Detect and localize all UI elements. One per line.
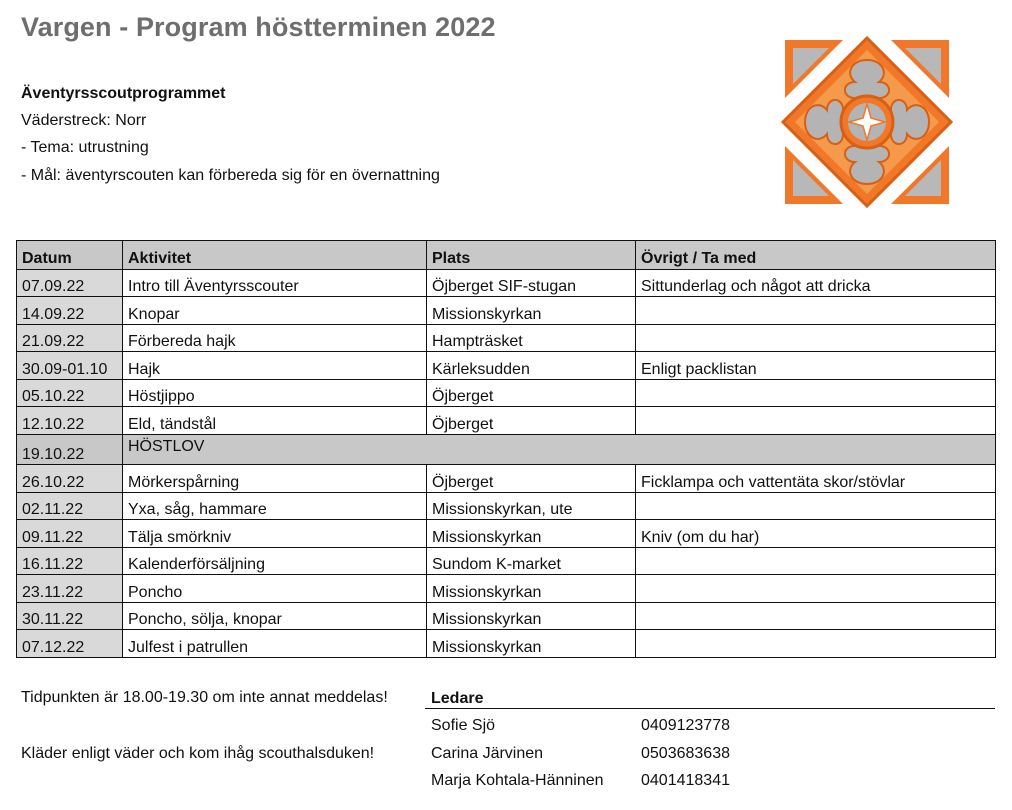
holiday-row xyxy=(17,434,996,465)
notes-cell xyxy=(636,547,996,575)
activity-cell: Mörkerspårning xyxy=(123,465,427,493)
notes-cell xyxy=(636,575,996,603)
notes-cell xyxy=(636,407,996,435)
place-cell: Öjberget xyxy=(427,407,636,435)
compass-rose-emblem-icon xyxy=(779,34,955,210)
date-cell: 07.09.22 xyxy=(17,269,123,297)
place-column-header: Plats xyxy=(427,241,636,270)
table-row xyxy=(17,324,996,352)
table-header-row xyxy=(17,241,996,270)
notes-cell: Ficklampa och vattentäta skor/stövlar xyxy=(636,465,996,493)
table-row xyxy=(17,575,996,603)
date-cell: 16.11.22 xyxy=(17,547,123,575)
place-cell: Öjberget SIF-stugan xyxy=(427,269,636,297)
direction-line: Väderstreck: Norr xyxy=(21,112,147,129)
place-cell: Missionskyrkan xyxy=(427,602,636,630)
activity-cell: Julfest i patrullen xyxy=(123,630,427,658)
place-cell: Öjberget xyxy=(427,379,636,407)
place-cell: Missionskyrkan, ute xyxy=(427,492,636,520)
place-cell: Hampträsket xyxy=(427,324,636,352)
activity-column-header: Aktivitet xyxy=(123,241,427,270)
notes-cell xyxy=(636,492,996,520)
activity-cell: Intro till Äventyrsscouter xyxy=(123,269,427,297)
place-cell: Missionskyrkan xyxy=(427,520,636,548)
leader-name: Carina Järvinen xyxy=(431,745,544,762)
activity-cell: Yxa, såg, hammare xyxy=(123,492,427,520)
page-title: Vargen - Program höstterminen 2022 xyxy=(21,12,496,42)
notes-cell xyxy=(636,602,996,630)
program-subtitle: Äventyrsscoutprogrammet xyxy=(21,85,226,102)
leaders-heading: Ledare xyxy=(431,690,484,707)
table-row xyxy=(17,547,996,575)
activity-cell: Höstjippo xyxy=(123,379,427,407)
schedule-table xyxy=(16,240,996,658)
notes-cell: Kniv (om du har) xyxy=(636,520,996,548)
notes-cell xyxy=(636,297,996,325)
date-cell: 21.09.22 xyxy=(17,324,123,352)
date-cell: 19.10.22 xyxy=(17,434,123,465)
leader-name: Sofie Sjö xyxy=(431,717,496,734)
theme-line: - Tema: utrustning xyxy=(21,139,149,156)
leader-phone: 0401418341 xyxy=(641,772,730,789)
activity-cell: Poncho xyxy=(123,575,427,603)
notes-cell: Sittunderlag och något att dricka xyxy=(636,269,996,297)
notes-cell xyxy=(636,324,996,352)
date-cell: 07.12.22 xyxy=(17,630,123,658)
activity-cell: Förbereda hajk xyxy=(123,324,427,352)
leader-phone: 0409123778 xyxy=(641,717,730,734)
table-row xyxy=(17,630,996,658)
place-cell: Missionskyrkan xyxy=(427,297,636,325)
leader-name: Marja Kohtala-Hänninen xyxy=(431,772,604,789)
activity-cell: Kalenderförsäljning xyxy=(123,547,427,575)
place-cell: Sundom K-market xyxy=(427,547,636,575)
date-cell: 05.10.22 xyxy=(17,379,123,407)
activity-cell: Eld, tändstål xyxy=(123,407,427,435)
date-cell: 02.11.22 xyxy=(17,492,123,520)
leaders-divider xyxy=(425,708,995,709)
place-cell: Missionskyrkan xyxy=(427,575,636,603)
activity-cell: Knopar xyxy=(123,297,427,325)
notes-cell xyxy=(636,630,996,658)
table-row xyxy=(17,602,996,630)
table-row xyxy=(17,269,996,297)
holiday-cell: HÖSTLOV xyxy=(123,434,996,465)
date-cell: 12.10.22 xyxy=(17,407,123,435)
activity-cell: Poncho, sölja, knopar xyxy=(123,602,427,630)
clothing-note: Kläder enligt väder och kom ihåg scouthalsduken! xyxy=(21,745,375,762)
table-row xyxy=(17,352,996,380)
date-column-header: Datum xyxy=(17,241,123,270)
date-cell: 09.11.22 xyxy=(17,520,123,548)
date-cell: 14.09.22 xyxy=(17,297,123,325)
place-cell: Kärleksudden xyxy=(427,352,636,380)
table-row xyxy=(17,379,996,407)
time-note: Tidpunkten är 18.00-19.30 om inte annat meddelas! xyxy=(21,689,388,706)
table-row xyxy=(17,520,996,548)
goal-line: - Mål: äventyrscouten kan förbereda sig för en övernattning xyxy=(21,167,440,184)
notes-cell: Enligt packlistan xyxy=(636,352,996,380)
notes-column-header: Övrigt / Ta med xyxy=(636,241,996,270)
activity-cell: Hajk xyxy=(123,352,427,380)
date-cell: 26.10.22 xyxy=(17,465,123,493)
table-row xyxy=(17,407,996,435)
table-row xyxy=(17,297,996,325)
date-cell: 30.11.22 xyxy=(17,602,123,630)
table-row xyxy=(17,465,996,493)
place-cell: Missionskyrkan xyxy=(427,630,636,658)
date-cell: 23.11.22 xyxy=(17,575,123,603)
leader-phone: 0503683638 xyxy=(641,745,730,762)
place-cell: Öjberget xyxy=(427,465,636,493)
notes-cell xyxy=(636,379,996,407)
table-row xyxy=(17,492,996,520)
date-cell: 30.09-01.10 xyxy=(17,352,123,380)
activity-cell: Tälja smörkniv xyxy=(123,520,427,548)
